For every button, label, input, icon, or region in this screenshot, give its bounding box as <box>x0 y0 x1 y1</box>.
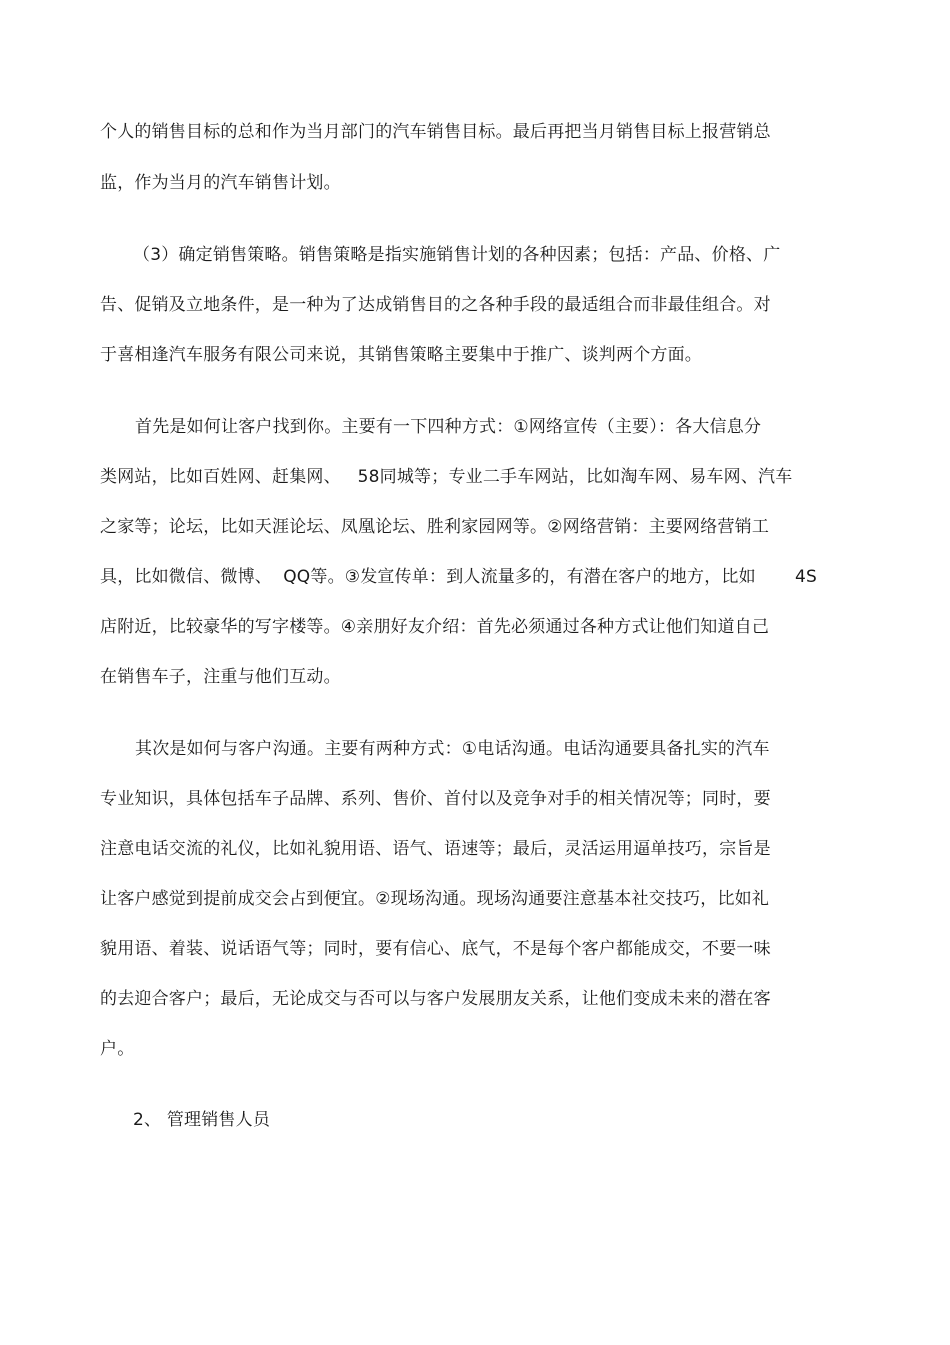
paragraph-4-line-3: 注意电话交流的礼仪，比如礼貌用语、语气、语速等；最后，灵活运用逼单技巧，宗旨是 <box>100 839 771 859</box>
paragraph-3-line-2: 类网站，比如百姓网、赶集网、 58同城等；专业二手车网站，比如淘车网、易车网、汽车 <box>100 467 793 487</box>
paragraph-1-line-1: 个人的销售目标的总和作为当月部门的汽车销售目标。最后再把当月销售目标上报营销总 <box>100 122 771 142</box>
paragraph-4-line-5: 貌用语、着装、说话语气等；同时，要有信心、底气，不是每个客户都能成交，不要一味 <box>100 939 771 959</box>
paragraph-4-line-2: 专业知识，具体包括车子品牌、系列、售价、首付以及竞争对手的相关情况等；同时，要 <box>100 789 771 809</box>
paragraph-3-line-4: 具，比如微信、微博、 QQ等。③发宣传单：到人流量多的，有潜在客户的地方，比如 4S <box>100 567 818 587</box>
paragraph-4-line-1: 其次是如何与客户沟通。主要有两种方式：①电话沟通。电话沟通要具备扎实的汽车 <box>135 739 770 759</box>
paragraph-3-line-3: 之家等；论坛，比如天涯论坛、凤凰论坛、胜利家园网等。②网络营销：主要网络营销工 <box>100 517 770 537</box>
section-heading: 2、 管理销售人员 <box>133 1110 271 1130</box>
paragraph-2-line-2: 告、促销及立地条件，是一种为了达成销售目的之各种手段的最适组合而非最佳组合。对 <box>100 295 771 315</box>
paragraph-1-line-2: 监，作为当月的汽车销售计划。 <box>100 173 341 193</box>
paragraph-2-line-3: 于喜相逢汽车服务有限公司来说，其销售策略主要集中于推广、谈判两个方面。 <box>100 345 702 365</box>
paragraph-4-line-4: 让客户感觉到提前成交会占到便宜。②现场沟通。现场沟通要注意基本社交技巧，比如礼 <box>100 889 770 909</box>
paragraph-3-line-5: 店附近，比较豪华的写字楼等。④亲朋好友介绍：首先必须通过各种方式让他们知道自己 <box>100 617 770 637</box>
paragraph-4-line-7: 户。 <box>100 1039 135 1059</box>
paragraph-3-line-1: 首先是如何让客户找到你。主要有一下四种方式：①网络宣传（主要）：各大信息分 <box>135 417 762 437</box>
paragraph-3-line-6: 在销售车子，注重与他们互动。 <box>100 667 341 687</box>
paragraph-4-line-6: 的去迎合客户；最后，无论成交与否可以与客户发展朋友关系，让他们变成未来的潜在客 <box>100 989 771 1009</box>
paragraph-2-line-1: （3）确定销售策略。销售策略是指实施销售计划的各种因素；包括：产品、价格、广 <box>133 245 781 265</box>
